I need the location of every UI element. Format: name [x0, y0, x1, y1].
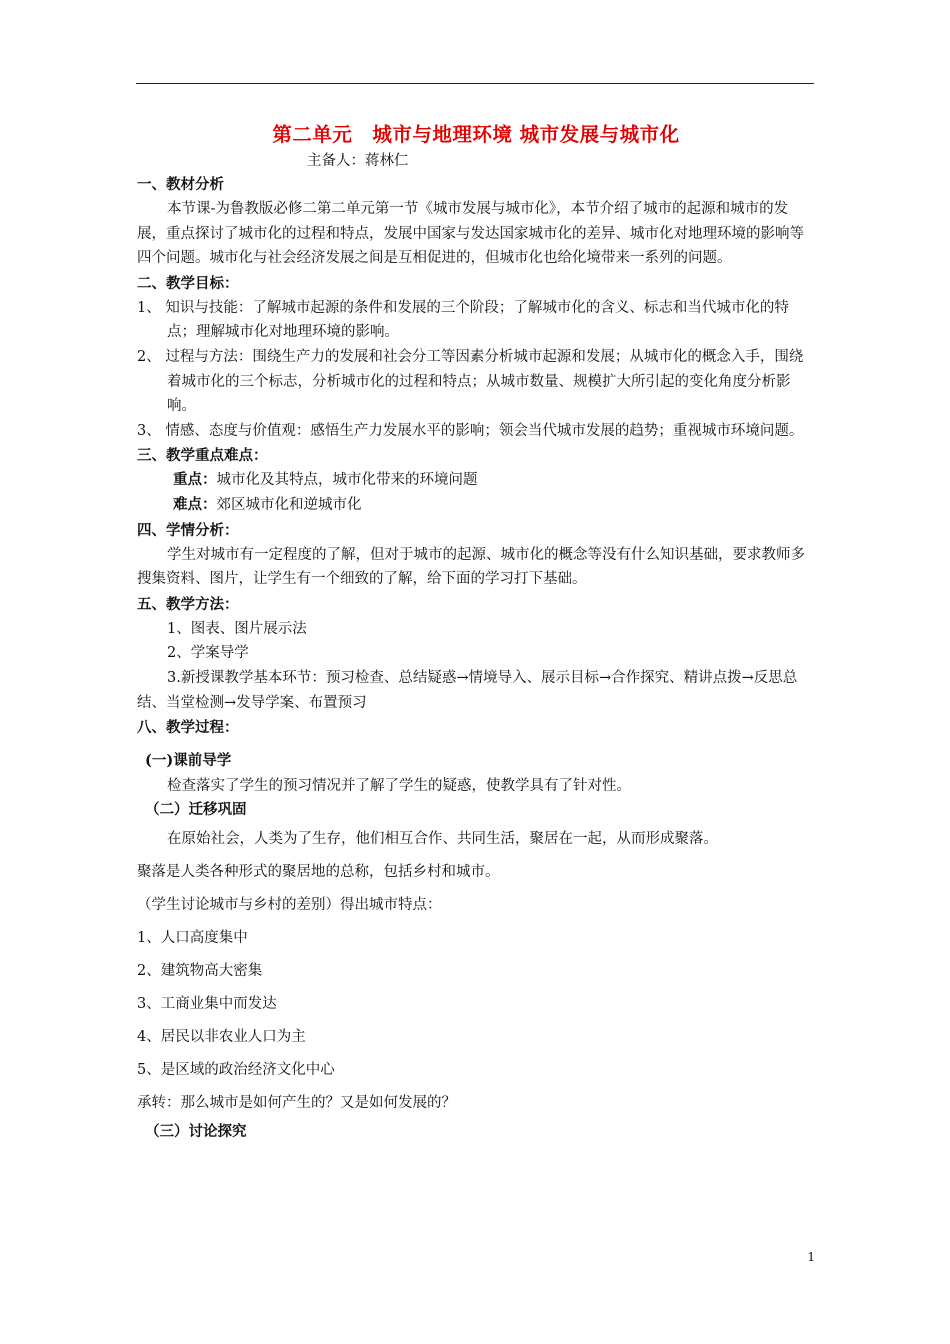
difficulty-text: 郊区城市化和逆城市化 — [216, 496, 362, 513]
step-heading-discussion: （三）讨论探究 — [145, 1122, 247, 1140]
key-point-label: 重点： — [173, 471, 217, 489]
key-point-line — [137, 468, 815, 493]
section-heading-process: 八、教学过程： — [137, 719, 239, 737]
page-number: 1 — [807, 1250, 815, 1264]
step-transfer-text-1: 在原始社会，人类为了生存，他们相互合作、共同生活，聚居在一起，从而形成聚落。 — [167, 830, 718, 847]
feature-item: 3、工商业集中而发达 — [137, 995, 277, 1012]
step-heading-preview: (一)课前导学 — [145, 752, 232, 770]
student-analysis-paragraph: 学生对城市有一定程度的了解，但对于城市的起源、城市化的概念等没有什么知识基础，要求教师多搜集资料、图片，让学生有一个细致的了解，给下面的学习打下基础。 — [137, 546, 805, 588]
analysis-paragraph: 本节课-为鲁教版必修二第二单元第一节《城市发展与城市化》，本节介绍了城市的起源和城市的发展，重点探讨了城市化的过程和特点，发展中国家与发达国家城市化的差异、城市化对地理环境的影响等四个问题。城市化与社会经济发展之间是互相促进的，但城市化也给化境带来一系列的问题。 — [137, 201, 804, 267]
discussion-line: （学生讨论城市与乡村的差别）得出城市特点： — [137, 896, 442, 913]
feature-item: 1、人口高度集中 — [137, 929, 248, 946]
goal-item-values: 3、 情感、态度与价值观：感悟生产力发展水平的影响；领会当代城市发展的趋势；重视城市环境问题。 — [137, 422, 804, 439]
feature-item: 2、建筑物高大密集 — [137, 962, 263, 979]
step-transfer-text-2: 聚落是人类各种形式的聚居地的总称，包括乡村和城市。 — [137, 863, 500, 880]
method-item-2: 2、学案导学 — [167, 645, 249, 662]
feature-item: 4、居民以非农业人口为主 — [137, 1028, 306, 1045]
difficulty-line — [137, 493, 815, 518]
header-rule — [136, 83, 814, 84]
goal-item-process: 2、 过程与方法：围绕生产力的发展和社会分工等因素分析城市起源和发展；从城市化的概念入手，围绕着城市化的三个标志，分析城市化的过程和特点；从城市数量、规模扩大所引起的变化角度分析影响。 — [137, 348, 804, 415]
section-heading-student-analysis: 四、学情分析： — [137, 521, 239, 539]
document-body — [137, 120, 815, 1144]
key-point-text: 城市化及其特点，城市化带来的环境问题 — [216, 472, 478, 489]
section-heading-analysis: 一、教材分析 — [137, 176, 224, 193]
transition-line: 承转：那么城市是如何产生的？又是如何发展的？ — [137, 1094, 456, 1111]
method-item-3: 3.新授课教学基本环节：预习检查、总结疑惑→情境导入、展示目标→合作探究、精讲点拨→反思总结、当堂检测→发导学案、布置预习 — [137, 669, 798, 711]
feature-item: 5、是区域的政治经济文化中心 — [137, 1061, 335, 1078]
section-heading-methods: 五、教学方法： — [137, 595, 239, 613]
document-title: 第二单元 城市与地理环境 城市发展与城市化 — [272, 123, 680, 146]
method-item-1: 1、图表、图片展示法 — [167, 620, 307, 637]
author-line: 主备人：蒋林仁 — [307, 153, 409, 169]
section-heading-goals: 二、教学目标： — [137, 274, 239, 292]
goal-item-knowledge: 1、 知识与技能：了解城市起源的条件和发展的三个阶段；了解城市化的含义、标志和当代城市化的特点；理解城市化对地理环境的影响。 — [137, 299, 789, 341]
step-heading-transfer: （二）迁移巩固 — [145, 801, 247, 819]
difficulty-label: 难点： — [173, 495, 217, 513]
section-heading-key-points: 三、教学重点难点： — [137, 447, 268, 465]
step-preview-text: 检查落实了学生的预习情况并了解了学生的疑惑，使教学具有了针对性。 — [167, 777, 631, 794]
